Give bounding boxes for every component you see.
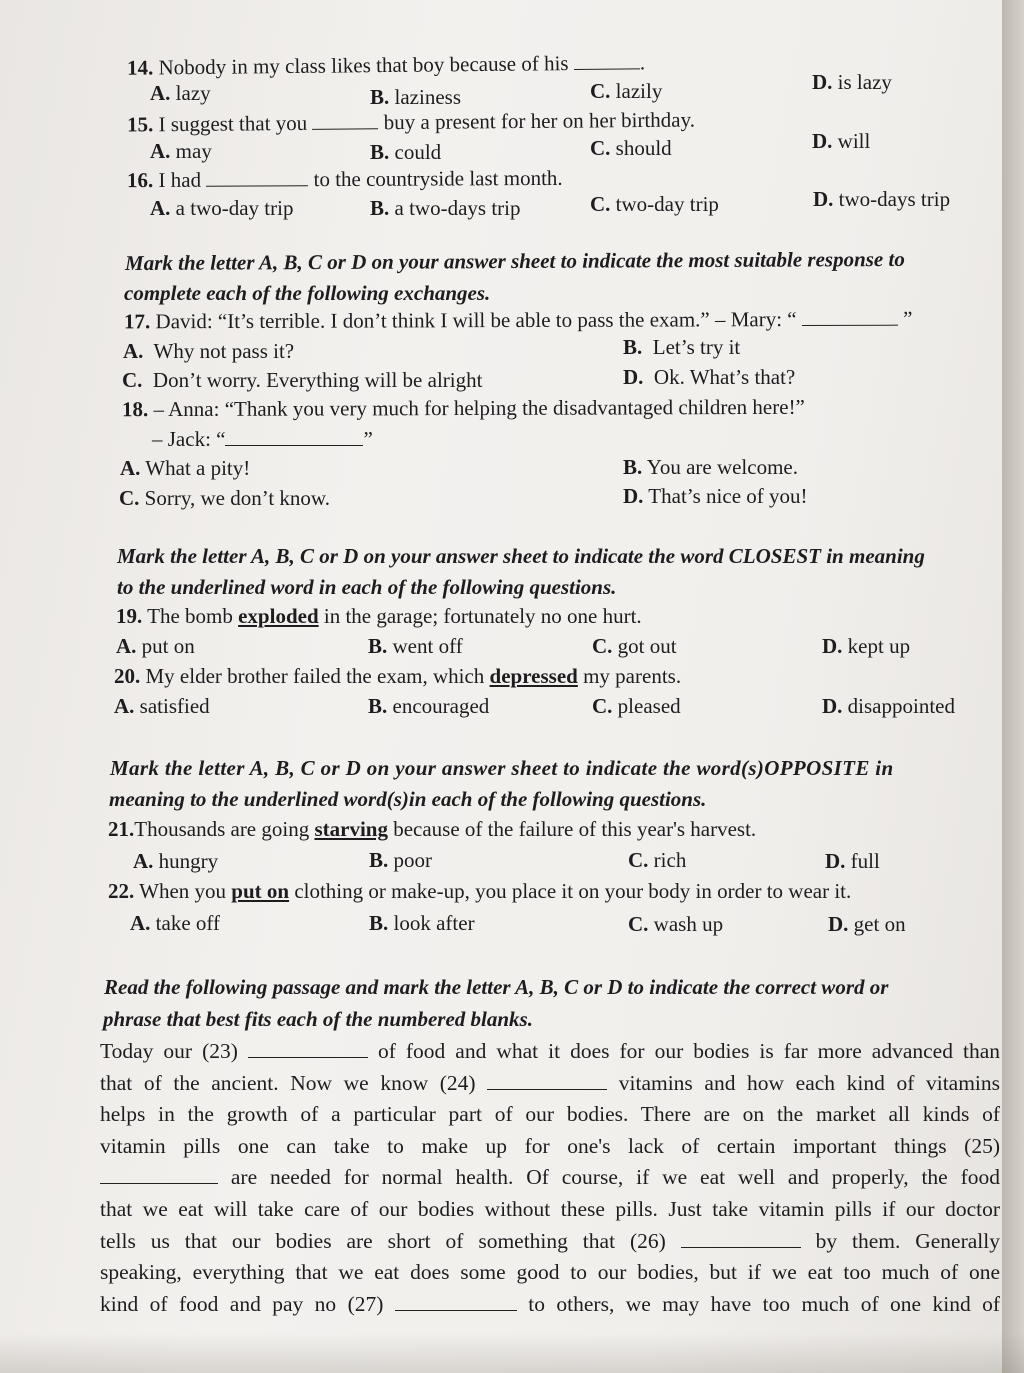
option-text: should	[615, 136, 672, 160]
option-letter: B.	[369, 911, 389, 935]
option-letter: A.	[150, 81, 171, 105]
option-text: a two-days trip	[394, 196, 521, 220]
option-letter: C.	[592, 694, 613, 718]
underlined-word: starving	[314, 817, 388, 841]
page-shadow	[0, 1333, 1024, 1373]
option-text: get on	[853, 912, 906, 936]
question-text: I suggest that you	[158, 110, 308, 137]
option-letter: B.	[368, 694, 388, 718]
option-18d	[623, 483, 808, 509]
passage-line: vitamin pills one can take to make up for one's lack of certain important things (25)	[100, 1133, 1000, 1158]
option-19a	[116, 633, 195, 659]
passage-text: vitamins and how each kind of vitamins	[618, 1070, 1001, 1095]
passage-line: helps in the growth of a particular part of our bodies. There are on the market all kinds of	[100, 1102, 1000, 1127]
option-text: What a pity!	[145, 456, 251, 480]
question-18	[122, 394, 805, 422]
passage-text: of food and what it does for our bodies is far more advanced than	[377, 1039, 1000, 1063]
passage-line	[100, 1226, 1000, 1258]
option-letter: D.	[828, 912, 849, 936]
option-17b	[623, 334, 740, 360]
question-text: My elder brother failed the exam, which	[145, 664, 485, 688]
section-instruction-1-cont: complete each of the following exchanges.	[124, 281, 491, 305]
question-number: 16.	[126, 168, 154, 193]
answer-blank	[681, 1229, 801, 1248]
option-text: Ok. What’s that?	[653, 365, 796, 389]
option-15d	[812, 128, 870, 154]
underlined-word: exploded	[238, 604, 319, 628]
option-text: You are welcome.	[646, 455, 798, 479]
option-16c	[590, 191, 719, 217]
section-instruction-3-cont: meaning to the underlined word(s)in each of the following questions.	[109, 787, 707, 811]
option-20a	[114, 693, 210, 719]
option-21b	[369, 847, 432, 873]
option-letter: D.	[813, 187, 834, 211]
option-letter: C.	[592, 634, 613, 658]
option-text: rich	[653, 848, 687, 872]
option-letter: C.	[119, 486, 140, 510]
option-18c	[119, 485, 330, 511]
option-letter: B.	[623, 335, 643, 359]
option-16d	[813, 186, 950, 212]
passage-line	[100, 1036, 1000, 1068]
option-letter: B.	[369, 848, 389, 872]
section-instruction-2-cont: to the underlined word in each of the following questions.	[117, 575, 617, 599]
option-text: put on	[141, 634, 195, 658]
passage-text: by them. Generally	[815, 1228, 1001, 1253]
option-22b	[369, 910, 475, 936]
option-text: a two-day trip	[175, 196, 294, 220]
option-letter: C.	[590, 192, 611, 216]
option-text: pleased	[617, 694, 681, 718]
option-19c	[592, 633, 677, 659]
question-text: Thousands are going	[134, 817, 310, 841]
option-text: got out	[617, 634, 677, 658]
underlined-word: put on	[231, 879, 290, 903]
option-text: Sorry, we don’t know.	[144, 486, 330, 510]
option-letter: A.	[120, 456, 141, 480]
answer-blank	[248, 1039, 368, 1058]
option-21a	[133, 848, 218, 874]
option-letter: B.	[370, 140, 390, 164]
page-edge	[1002, 0, 1024, 1373]
option-18b	[623, 454, 798, 480]
option-15b	[370, 139, 441, 165]
punctuation: ”	[903, 306, 913, 331]
option-22a	[130, 910, 220, 936]
option-text: look after	[393, 911, 475, 935]
question-21	[108, 816, 756, 842]
question-19	[116, 603, 642, 629]
option-letter: C.	[590, 136, 611, 160]
question-number: 15.	[126, 112, 154, 137]
question-18-response	[152, 426, 373, 452]
passage-line	[100, 1289, 1000, 1321]
answer-blank	[487, 1071, 607, 1090]
reading-passage	[100, 1036, 1000, 1320]
question-number: 18.	[121, 397, 149, 422]
option-14b	[370, 84, 461, 110]
option-15a	[150, 138, 212, 164]
option-letter: D.	[812, 129, 833, 153]
question-text: buy a present for her on her birthday.	[383, 107, 696, 135]
option-19b	[368, 633, 463, 659]
option-letter: D.	[623, 365, 644, 389]
answer-blank	[312, 110, 378, 130]
option-letter: A.	[130, 911, 151, 935]
option-text: laziness	[394, 85, 461, 109]
option-letter: B.	[368, 634, 388, 658]
option-letter: D.	[825, 849, 846, 873]
option-18a	[120, 455, 250, 481]
option-21c	[628, 847, 686, 873]
option-text: Why not pass it?	[153, 339, 295, 363]
option-text: That’s nice of you!	[648, 484, 808, 508]
answer-blank	[206, 167, 308, 187]
question-17	[124, 306, 913, 335]
passage-text: tells us that our bodies are short of something that (26)	[100, 1228, 666, 1253]
option-text: wash up	[653, 912, 724, 936]
answer-blank	[100, 1165, 218, 1184]
option-text: lazily	[615, 79, 663, 103]
option-15c	[590, 135, 672, 161]
section-instruction-2: Mark the letter A, B, C or D on your answer sheet to indicate the word CLOSEST in meaning	[117, 544, 925, 568]
passage-line: speaking, everything that we eat does some good to our bodies, but if we eat too much of one	[100, 1260, 1000, 1285]
answer-blank	[574, 50, 640, 70]
option-22d	[828, 911, 906, 937]
passage-text: that of the ancient. Now we know (24)	[100, 1070, 476, 1095]
option-letter: C.	[122, 368, 143, 392]
question-text: because of the failure of this year's harvest.	[393, 817, 757, 841]
option-letter: A.	[114, 694, 135, 718]
option-14a	[150, 80, 211, 106]
passage-line: that we eat will take care of our bodies without these pills. Just take vitamin pills if our doctor	[100, 1196, 1000, 1221]
section-instruction-1: Mark the letter A, B, C or D on your answer sheet to indicate the most suitable response to	[124, 246, 905, 276]
question-text: my parents.	[583, 664, 682, 688]
punctuation: .	[639, 50, 646, 75]
option-text: two-day trip	[615, 192, 719, 216]
question-text: When you	[139, 879, 227, 903]
option-text: satisfied	[139, 694, 210, 718]
option-letter: C.	[628, 912, 649, 936]
option-22c	[628, 911, 723, 937]
option-20c	[592, 693, 681, 719]
option-text: Let’s try it	[652, 335, 741, 359]
option-letter: D.	[822, 694, 843, 718]
option-letter: A.	[133, 849, 154, 873]
question-16	[127, 165, 563, 193]
question-text: – Jack: “	[152, 427, 226, 451]
section-instruction-4: Read the following passage and mark the letter A, B, C or D to indicate the correct word or	[104, 975, 889, 999]
answer-blank	[395, 1292, 517, 1311]
question-number: 20.	[114, 664, 141, 688]
option-text: is lazy	[837, 70, 892, 94]
question-number: 21.	[108, 817, 135, 841]
option-letter: D.	[623, 484, 644, 508]
option-14c	[590, 78, 662, 104]
option-text: take off	[155, 911, 221, 935]
option-14d	[812, 69, 892, 95]
passage-line	[100, 1068, 1000, 1100]
answer-blank	[802, 307, 898, 326]
passage-text: are needed for normal health. Of course, if we eat well and properly, the food	[230, 1165, 1001, 1190]
underlined-word: depressed	[489, 664, 578, 688]
option-text: may	[175, 139, 212, 163]
option-text: hungry	[158, 849, 219, 873]
option-17a	[123, 338, 294, 364]
option-text: could	[394, 140, 442, 164]
question-14	[127, 49, 645, 80]
option-letter: A.	[150, 196, 171, 220]
passage-text: Today our (23)	[100, 1039, 238, 1063]
option-text: two-days trip	[838, 187, 951, 211]
option-21d	[825, 848, 880, 874]
option-letter: D.	[822, 634, 843, 658]
option-17c	[122, 367, 482, 393]
question-number: 19.	[116, 604, 143, 628]
question-number: 14.	[126, 55, 154, 80]
option-letter: A.	[116, 634, 137, 658]
question-15	[127, 107, 695, 138]
question-text: The bomb	[147, 604, 233, 628]
option-letter: B.	[370, 85, 390, 109]
question-20	[114, 663, 681, 689]
option-16a	[150, 195, 293, 221]
section-instruction-4-cont: phrase that best fits each of the numbered blanks.	[103, 1007, 533, 1031]
option-letter: C.	[628, 848, 649, 872]
option-letter: C.	[590, 79, 611, 103]
option-letter: A.	[150, 139, 171, 163]
option-17d	[623, 364, 795, 390]
answer-blank	[225, 427, 363, 446]
option-text: will	[837, 129, 871, 153]
question-text: to the countryside last month.	[313, 165, 563, 192]
question-text: – Anna: “Thank you very much for helping the disadvantaged children here!”	[153, 394, 805, 422]
option-20d	[822, 693, 955, 719]
option-text: encouraged	[392, 694, 490, 718]
option-text: Don’t worry. Everything will be alright	[152, 368, 483, 392]
question-text: David: “It’s terrible. I don’t think I will be able to pass the exam.” – Mary: “	[155, 307, 797, 334]
option-text: kept up	[847, 634, 911, 658]
question-text: I had	[158, 167, 202, 192]
question-text: Nobody in my class likes that boy because of his	[158, 51, 569, 80]
question-number: 22.	[108, 879, 135, 903]
passage-text: kind of food and pay no (27)	[100, 1291, 384, 1316]
option-text: full	[850, 849, 880, 873]
option-text: poor	[393, 848, 433, 872]
passage-text: to others, we may have too much of one kind of	[528, 1291, 1001, 1316]
option-letter: B.	[623, 455, 643, 479]
punctuation: ”	[363, 427, 373, 451]
option-letter: A.	[123, 339, 144, 363]
option-16b	[370, 195, 521, 221]
option-letter: B.	[370, 196, 390, 220]
option-19d	[822, 633, 910, 659]
question-text: clothing or make-up, you place it on your body in order to wear it.	[294, 879, 852, 903]
question-number: 17.	[123, 309, 151, 334]
option-20b	[368, 693, 489, 719]
option-text: disappointed	[847, 694, 955, 718]
passage-line	[100, 1162, 1000, 1194]
option-text: went off	[392, 634, 463, 658]
section-instruction-3: Mark the letter A, B, C or D on your answer sheet to indicate the word(s)OPPOSITE in	[110, 756, 894, 780]
option-letter: D.	[812, 70, 833, 94]
option-text: lazy	[175, 81, 211, 105]
question-22	[108, 878, 851, 904]
question-text: in the garage; fortunately no one hurt.	[323, 604, 642, 628]
